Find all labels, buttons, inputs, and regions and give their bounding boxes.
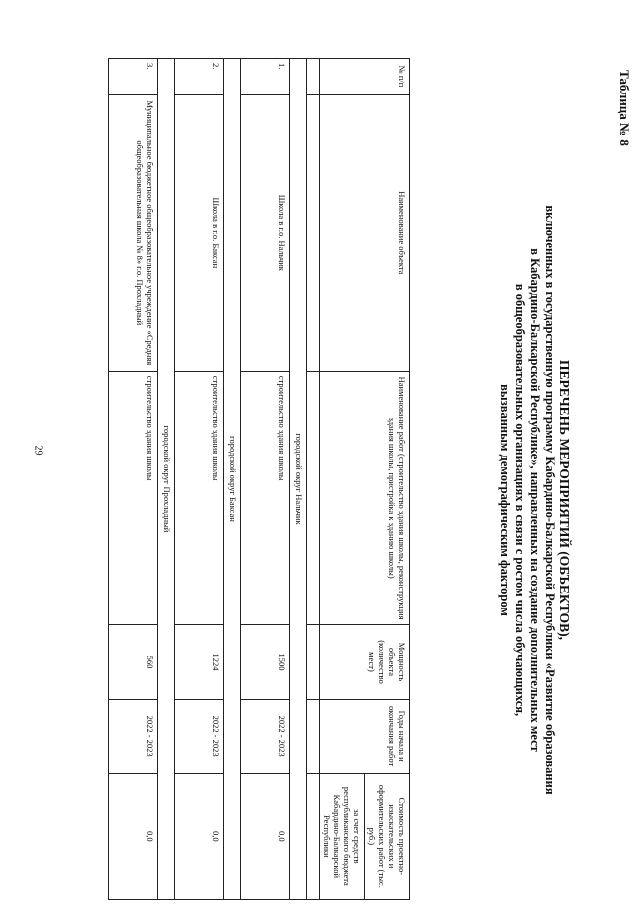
- row-works: строительство здания школы: [109, 371, 158, 625]
- table-row: [109, 59, 158, 900]
- row-num: 3.: [109, 59, 158, 95]
- spacer-cell: [307, 625, 320, 699]
- measures-table: [108, 58, 410, 900]
- table-row: [175, 59, 224, 900]
- row-num: 2.: [175, 59, 224, 95]
- row-capacity: 1500: [241, 625, 290, 699]
- row-works: строительство здания школы: [175, 371, 224, 625]
- title-line-2: включенных в государственную программу Кабардино-Балкарской Республики «Развитие образования: [543, 205, 557, 795]
- page-number: 29: [32, 445, 44, 456]
- row-capacity: 1224: [175, 625, 224, 699]
- header-capacity: Мощность объекта (количество мест): [320, 625, 410, 699]
- header-years: Годы начала и окончания работ: [320, 699, 410, 773]
- table-number: Таблица № 8: [617, 70, 632, 146]
- district-label: городской округ Прохладный: [158, 59, 175, 900]
- spacer-cell: [307, 94, 320, 371]
- table-header-row: [365, 59, 410, 900]
- spacer-cell: [307, 699, 320, 773]
- spacer-cell: [307, 59, 320, 95]
- row-years: 2022 - 2023: [241, 699, 290, 773]
- header-num: № п/п: [320, 59, 410, 95]
- district-row: [290, 59, 307, 900]
- row-object: Школа в г.о. Баксан: [175, 94, 224, 371]
- header-works: Наименование работ (строительство здания школы, реконструкция здания школы, пристройка к зданию школы): [320, 371, 410, 625]
- row-years: 2022 - 2023: [109, 699, 158, 773]
- spacer-cell: [307, 773, 320, 899]
- district-label: городской округ Баксан: [224, 59, 241, 900]
- header-cost: Стоимость проектно-изыскательских и оформительских работ (тыс. руб.): [365, 773, 410, 899]
- header-object: Наименование объекта: [320, 94, 410, 371]
- row-cost: 0,0: [109, 773, 158, 899]
- row-object: Муниципальное бюджетное общеобразовательное учреждение «Средняя общеобразовательная школа № 8» г.о. Прохладный: [109, 94, 158, 371]
- spacer-cell: [307, 371, 320, 625]
- row-cost: 0,0: [241, 773, 290, 899]
- district-row: [158, 59, 175, 900]
- title-line-1: ПЕРЕЧЕНЬ МЕРОПРИЯТИЙ (ОБЪЕКТОВ),: [557, 360, 572, 640]
- row-num: 1.: [241, 59, 290, 95]
- row-years: 2022 - 2023: [175, 699, 224, 773]
- row-capacity: 560: [109, 625, 158, 699]
- row-object: Школа в г.о. Нальчик: [241, 94, 290, 371]
- table-row: [241, 59, 290, 900]
- spacer-row: [307, 59, 320, 900]
- district-row: [224, 59, 241, 900]
- title-line-3: в Кабардино-Балкарской Республике», направленных на создание дополнительных мест: [528, 248, 542, 752]
- title-line-5: вызванным демографическим фактором: [498, 384, 512, 616]
- row-works: строительство здания школы: [241, 371, 290, 625]
- row-cost: 0,0: [175, 773, 224, 899]
- header-cost-sub: за счет средств республиканского бюджета Кабардино-Балкарской Республики: [320, 773, 365, 899]
- document-title: [497, 180, 572, 820]
- title-line-4: в общеобразовательных организациях в связи с ростом числа обучающихся,: [513, 283, 527, 717]
- district-label: городской округ Нальчик: [290, 59, 307, 900]
